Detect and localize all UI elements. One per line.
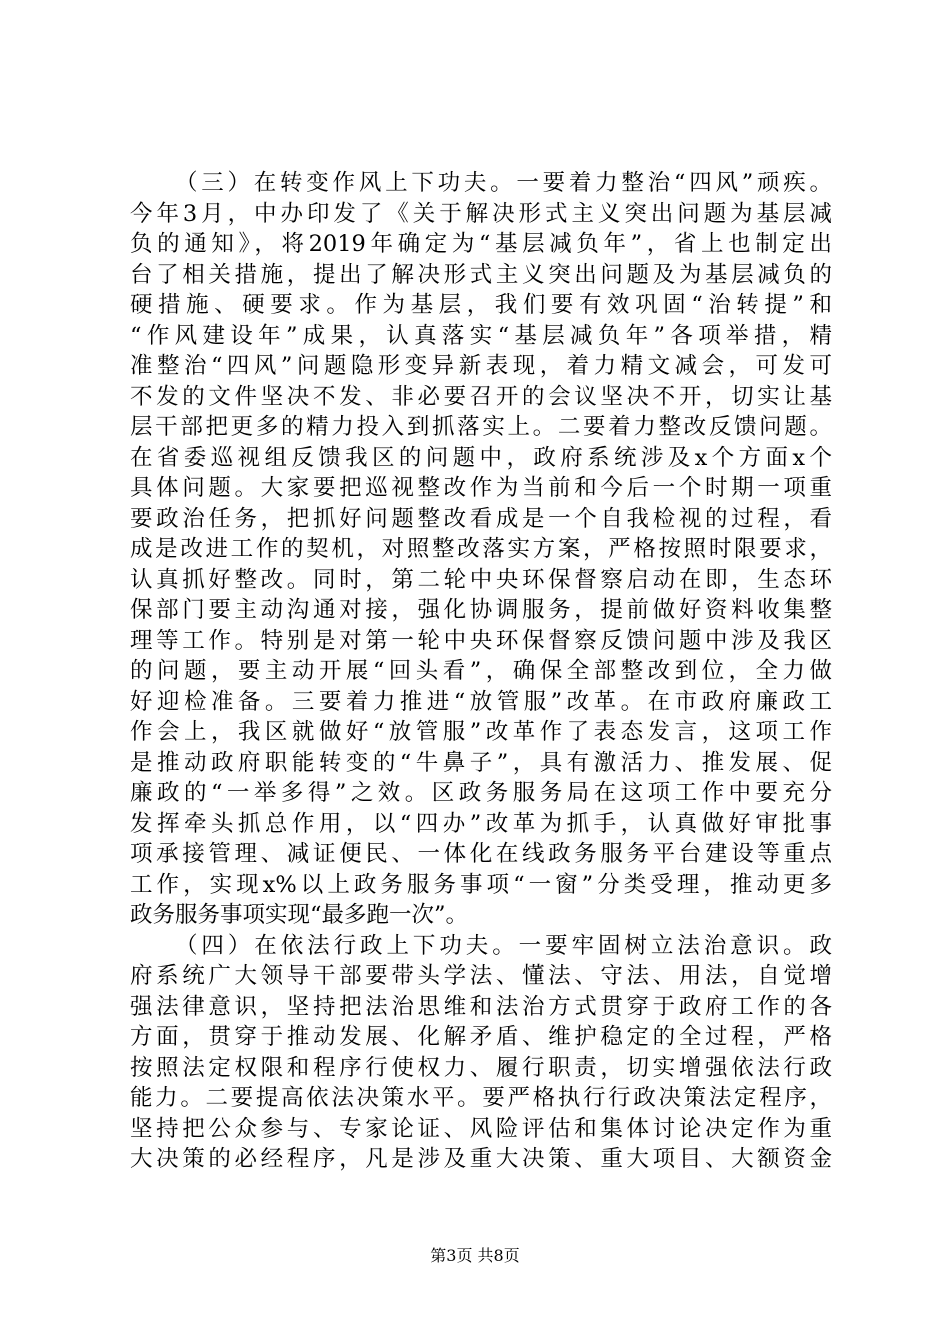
paragraph-line: 不发的文件坚决不发、非必要召开的会议坚决不开，切实让基 <box>130 383 832 410</box>
paragraph-line: 项承接管理、减证便民、一体化在线政务服务平台建设等重点 <box>130 841 832 867</box>
paragraph-line: 能力。二要提高依法决策水平。要严格执行行政决策法定程序， <box>130 1085 832 1111</box>
paragraph-line: 作会上，我区就做好“放管服”改革作了表态发言，这项工作 <box>130 719 832 745</box>
paragraph-line: 层干部把更多的精力投入到抓落实上。二要着力整改反馈问题。 <box>130 414 832 440</box>
paragraph-line: 廉政的“一举多得”之效。区政务服务局在这项工作中要充分 <box>130 780 832 806</box>
paragraph-line: 在省委巡视组反馈我区的问题中，政府系统涉及x个方面x个 <box>130 444 832 471</box>
paragraph-line: 台了相关措施，提出了解决形式主义突出问题及为基层减负的 <box>130 261 832 288</box>
paragraph-line: 理等工作。特别是对第一轮中央环保督察反馈问题中涉及我区 <box>130 627 832 654</box>
paragraph-line: 按照法定权限和程序行使权力、履行职责，切实增强依法行政 <box>130 1054 832 1081</box>
paragraph-line: 保部门要主动沟通对接，强化协调服务，提前做好资料收集整 <box>130 597 832 623</box>
paragraph-line: 坚持把公众参与、专家论证、风险评估和集体讨论决定作为重 <box>130 1115 832 1142</box>
paragraph-line: （四）在依法行政上下功夫。一要牢固树立法治意识。政 <box>175 932 832 959</box>
paragraph-line: 具体问题。大家要把巡视整改作为当前和今后一个时期一项重 <box>130 475 832 501</box>
paragraph-line: 成是改进工作的契机，对照整改落实方案，严格按照时限要求， <box>130 536 832 562</box>
paragraph-line: 负的通知》，将2019年确定为“基层减负年”，省上也制定出 <box>130 231 832 257</box>
paragraph-line: 工作，实现x%以上政务服务事项“一窗”分类受理，推动更多 <box>130 871 832 898</box>
paragraph-line: “作风建设年”成果，认真落实“基层减负年”各项举措，精 <box>130 322 832 349</box>
paragraph-line: 准整治“四风”问题隐形变异新表现，着力精文减会，可发可 <box>130 353 832 379</box>
page-number-footer: 第3页 共8页 <box>430 1246 520 1265</box>
paragraph-line: 好迎检准备。三要着力推进“放管服”改革。在市政府廉政工 <box>130 688 832 715</box>
paragraph-line: 发挥牵头抓总作用，以“四办”改革为抓手，认真做好审批事 <box>130 810 832 837</box>
document-body <box>130 168 832 1175</box>
paragraph-line: 府系统广大领导干部要带头学法、懂法、守法、用法，自觉增 <box>130 963 832 989</box>
paragraph-line: 政务服务事项实现“最多跑一次”。 <box>130 902 469 928</box>
paragraph-line: 要政治任务，把抓好问题整改看成是一个自我检视的过程，看 <box>130 505 832 532</box>
paragraph-line: 今年3月，中办印发了《关于解决形式主义突出问题为基层减 <box>130 200 832 227</box>
paragraph-line: 强法律意识，坚持把法治思维和法治方式贯穿于政府工作的各 <box>130 993 832 1020</box>
paragraph-line: 认真抓好整改。同时，第二轮中央环保督察启动在即，生态环 <box>130 566 832 593</box>
paragraph-line: 是推动政府职能转变的“牛鼻子”，具有激活力、推发展、促 <box>130 749 832 776</box>
paragraph-line: 硬措施、硬要求。作为基层，我们要有效巩固“治转提”和 <box>130 292 832 318</box>
paragraph-line: （三）在转变作风上下功夫。一要着力整治“四风”顽疾。 <box>175 170 832 196</box>
paragraph-line: 方面，贯穿于推动发展、化解矛盾、维护稳定的全过程，严格 <box>130 1024 832 1050</box>
paragraph-line: 的问题，要主动开展“回头看”，确保全部整改到位，全力做 <box>130 658 832 684</box>
paragraph-line: 大决策的必经程序，凡是涉及重大决策、重大项目、大额资金 <box>130 1146 832 1172</box>
